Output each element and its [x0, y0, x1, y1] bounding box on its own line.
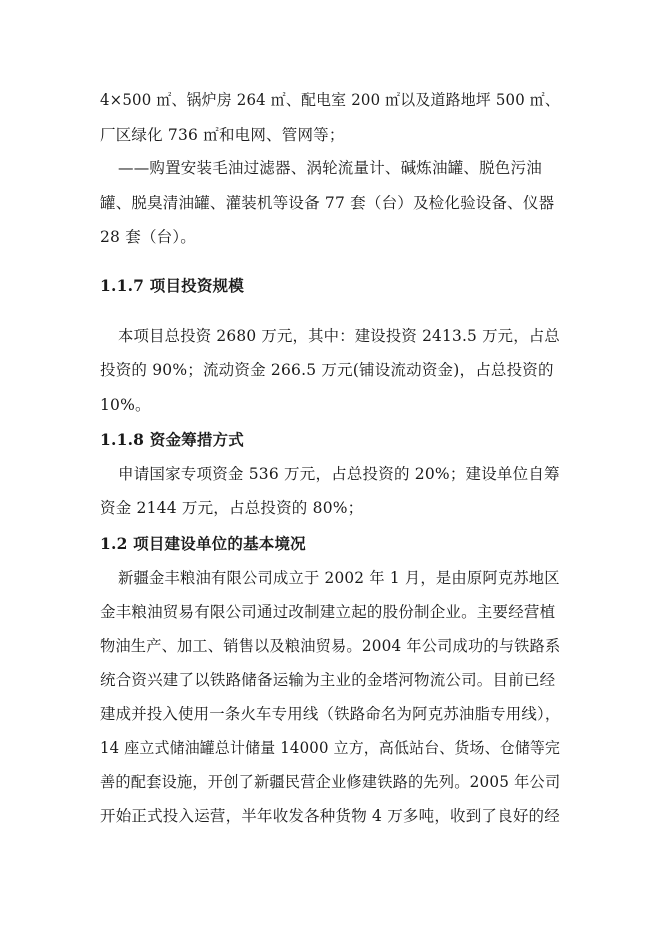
- section-heading: 1.1.7 项目投资规模: [100, 276, 244, 295]
- text-line: 统合资兴建了以铁路储备运输为主业的金塔河物流公司。目前已经: [100, 671, 556, 689]
- section-heading: 1.1.8 资金筹措方式: [100, 430, 244, 449]
- text-line: 投资的 90%；流动资金 266.5 万元(铺设流动资金)，占总投资的: [100, 361, 554, 379]
- text-line: 10%。: [100, 396, 151, 414]
- text-line: 厂区绿化 736 ㎡和电网、管网等；: [100, 126, 345, 144]
- text-line: 开始正式投入运营，半年收发各种货物 4 万多吨，收到了良好的经: [100, 807, 560, 825]
- text-line: 物油生产、加工、销售以及粮油贸易。2004 年公司成功的与铁路系: [100, 637, 561, 655]
- text-line: 14 座立式储油罐总计储量 14000 立方，高低站台、货场、仓储等完: [100, 739, 561, 757]
- text-line: 4×500 ㎡、锅炉房 264 ㎡、配电室 200 ㎡以及道路地坪 500 ㎡、: [100, 91, 561, 109]
- text-line: 善的配套设施，开创了新疆民营企业修建铁路的先列。2005 年公司: [100, 773, 561, 791]
- text-line: 新疆金丰粮油有限公司成立于 2002 年 1 月，是由原阿克苏地区: [118, 569, 560, 587]
- text-line: 本项目总投资 2680 万元，其中：建设投资 2413.5 万元，占总: [118, 327, 560, 345]
- text-line: 金丰粮油贸易有限公司通过改制建立起的股份制企业。主要经营植: [100, 603, 556, 621]
- text-line: 建成并投入使用一条火车专用线（铁路命名为阿克苏油脂专用线），: [100, 705, 561, 723]
- section-heading: 1.2 项目建设单位的基本境况: [100, 534, 306, 553]
- text-line: 罐、脱臭清油罐、灌装机等设备 77 套（台）及检化验设备、仪器: [100, 194, 555, 212]
- text-line: ——购置安装毛油过滤器、涡轮流量计、碱炼油罐、脱色污油: [118, 159, 542, 177]
- text-line: 28 套（台）。: [100, 228, 197, 246]
- text-line: 资金 2144 万元，占总投资的 80%；: [100, 499, 364, 517]
- text-line: 申请国家专项资金 536 万元，占总投资的 20%；建设单位自筹: [118, 465, 560, 483]
